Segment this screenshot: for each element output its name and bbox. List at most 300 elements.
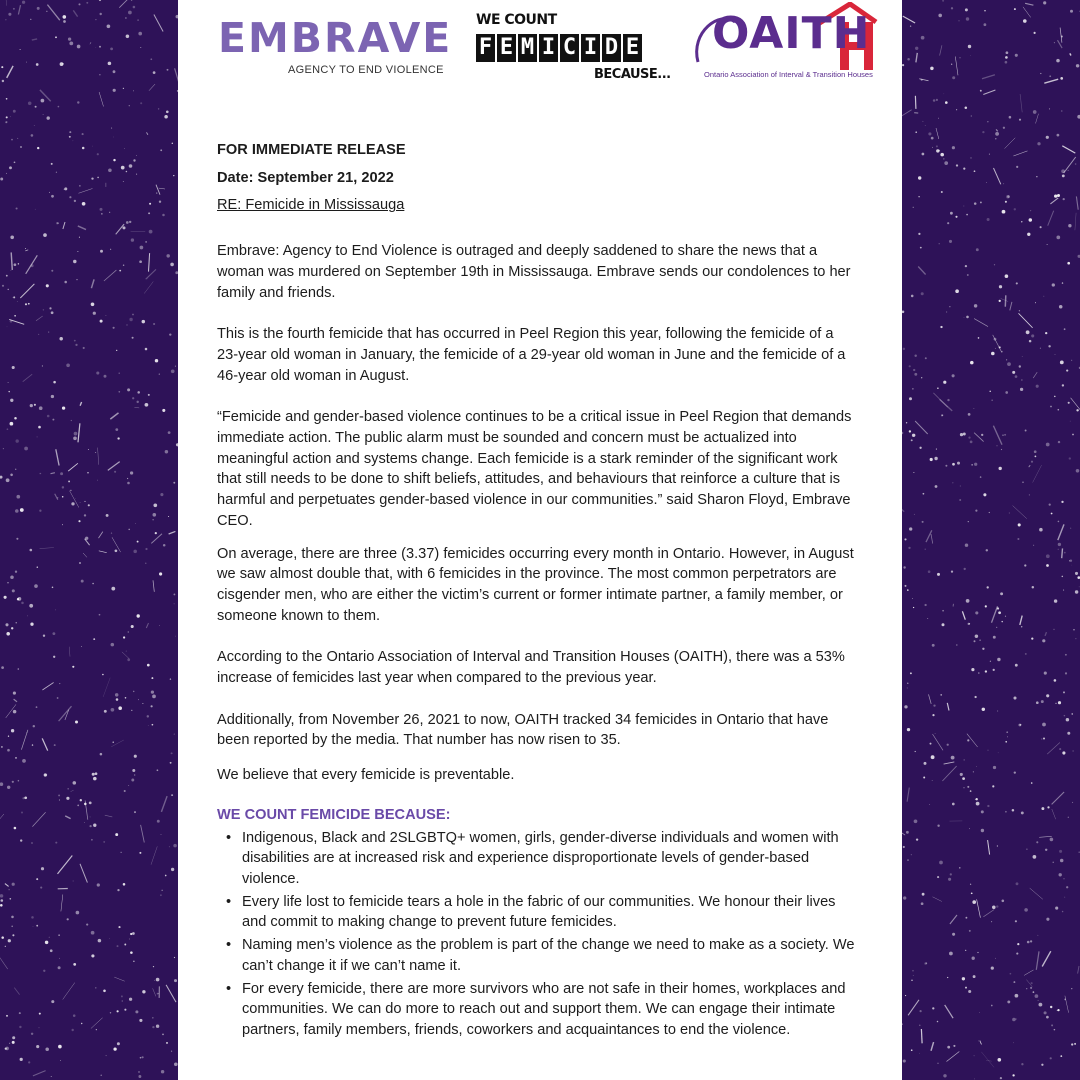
- texture-scratch: [1025, 3, 1033, 5]
- texture-speck: [992, 400, 993, 401]
- texture-speck: [996, 627, 997, 628]
- texture-speck: [952, 146, 955, 149]
- texture-speck: [914, 514, 915, 515]
- texture-scratch: [1023, 7, 1031, 18]
- texture-speck: [974, 304, 977, 307]
- texture-speck: [73, 140, 74, 141]
- texture-scratch: [68, 463, 78, 471]
- texture-speck: [39, 1013, 41, 1015]
- texture-speck: [912, 598, 913, 599]
- texture-speck: [83, 347, 85, 349]
- texture-speck: [159, 374, 160, 375]
- texture-speck: [950, 873, 952, 875]
- texture-speck: [73, 963, 76, 966]
- texture-speck: [935, 733, 936, 734]
- texture-speck: [8, 382, 9, 383]
- texture-speck: [113, 742, 114, 743]
- texture-speck: [982, 708, 985, 711]
- texture-speck: [909, 527, 912, 530]
- texture-speck: [1012, 1074, 1014, 1076]
- texture-speck: [1047, 244, 1048, 245]
- texture-speck: [993, 636, 996, 639]
- texture-speck: [1076, 409, 1078, 411]
- texture-speck: [138, 32, 142, 36]
- texture-speck: [1012, 809, 1015, 812]
- texture-speck: [96, 1029, 97, 1030]
- texture-speck: [130, 933, 132, 935]
- texture-speck: [73, 436, 77, 440]
- embrave-logo: [218, 14, 453, 76]
- texture-speck: [1058, 521, 1060, 523]
- texture-speck: [983, 493, 986, 496]
- texture-speck: [129, 998, 132, 1001]
- texture-speck: [1002, 900, 1005, 903]
- texture-scratch: [907, 788, 909, 802]
- grunge-texture-left: [0, 0, 178, 1080]
- texture-scratch: [950, 915, 957, 924]
- we-count-femicide-logo: [476, 12, 676, 82]
- texture-speck: [73, 781, 77, 785]
- texture-speck: [36, 63, 39, 66]
- texture-scratch: [105, 815, 113, 817]
- texture-speck: [117, 437, 119, 439]
- texture-speck: [73, 260, 76, 263]
- texture-speck: [1044, 1011, 1047, 1014]
- texture-speck: [38, 426, 41, 429]
- texture-speck: [1062, 384, 1064, 386]
- texture-speck: [972, 900, 976, 904]
- texture-scratch: [131, 231, 146, 232]
- texture-speck: [157, 820, 160, 823]
- texture-speck: [10, 422, 14, 426]
- texture-speck: [7, 786, 10, 789]
- femicide-letter-tile: M: [518, 34, 537, 62]
- texture-speck: [126, 171, 128, 173]
- texture-speck: [1065, 672, 1067, 674]
- texture-speck: [922, 893, 925, 896]
- texture-speck: [925, 125, 926, 126]
- texture-speck: [153, 513, 157, 517]
- texture-speck: [999, 300, 1001, 302]
- texture-speck: [1018, 523, 1021, 526]
- texture-speck: [921, 292, 924, 295]
- texture-speck: [973, 975, 976, 978]
- texture-scratch: [169, 531, 176, 534]
- texture-speck: [1003, 127, 1005, 129]
- texture-speck: [1055, 907, 1058, 910]
- texture-speck: [10, 575, 14, 579]
- texture-speck: [951, 570, 953, 572]
- texture-scratch: [1050, 198, 1058, 204]
- texture-speck: [51, 1076, 52, 1077]
- texture-speck: [911, 1049, 913, 1051]
- texture-speck: [1020, 724, 1022, 726]
- texture-speck: [949, 240, 952, 243]
- texture-speck: [1071, 988, 1072, 989]
- texture-speck: [78, 3, 80, 5]
- texture-speck: [75, 344, 77, 346]
- texture-speck: [89, 802, 92, 805]
- texture-scratch: [40, 548, 54, 549]
- texture-speck: [63, 20, 66, 23]
- texture-speck: [912, 388, 913, 389]
- texture-scratch: [166, 985, 176, 1002]
- texture-scratch: [26, 255, 38, 273]
- texture-speck: [69, 42, 73, 46]
- texture-speck: [997, 658, 1000, 661]
- texture-speck: [1049, 108, 1050, 109]
- texture-speck: [171, 752, 173, 754]
- texture-speck: [73, 881, 74, 882]
- texture-speck: [1064, 715, 1066, 717]
- texture-scratch: [69, 647, 70, 657]
- texture-speck: [976, 248, 979, 251]
- texture-speck: [980, 201, 982, 203]
- list-item: [217, 935, 857, 976]
- texture-speck: [30, 404, 33, 407]
- texture-speck: [86, 924, 88, 926]
- texture-speck: [991, 966, 994, 969]
- texture-scratch: [99, 532, 103, 539]
- texture-scratch: [1013, 506, 1027, 519]
- texture-scratch: [47, 5, 59, 21]
- texture-scratch: [983, 90, 995, 95]
- texture-speck: [1058, 701, 1061, 704]
- texture-speck: [58, 1045, 62, 1049]
- texture-speck: [129, 318, 132, 321]
- texture-speck: [37, 147, 39, 149]
- texture-speck: [1033, 855, 1037, 859]
- texture-speck: [1050, 838, 1054, 842]
- texture-scratch: [1058, 524, 1064, 540]
- texture-speck: [966, 316, 969, 319]
- texture-speck: [5, 623, 8, 626]
- texture-speck: [953, 1045, 955, 1047]
- texture-speck: [49, 307, 51, 309]
- texture-speck: [17, 138, 18, 139]
- bullet-icon: •: [226, 980, 232, 997]
- texture-speck: [974, 1055, 975, 1056]
- texture-speck: [19, 1026, 21, 1028]
- texture-speck: [152, 519, 153, 520]
- texture-speck: [68, 37, 71, 40]
- texture-scratch: [980, 1041, 982, 1045]
- texture-speck: [157, 769, 159, 771]
- texture-speck: [1051, 1024, 1053, 1026]
- texture-speck: [911, 854, 912, 855]
- texture-speck: [1016, 166, 1018, 168]
- texture-scratch: [146, 623, 148, 628]
- texture-speck: [51, 395, 54, 398]
- texture-speck: [1034, 32, 1036, 34]
- texture-speck: [115, 428, 118, 431]
- texture-speck: [9, 889, 10, 890]
- texture-speck: [909, 397, 912, 400]
- embrave-logo-tagline: AGENCY TO END VIOLENCE: [288, 64, 444, 76]
- texture-scratch: [1030, 888, 1043, 899]
- texture-speck: [1031, 334, 1034, 337]
- texture-speck: [1066, 370, 1068, 372]
- texture-speck: [39, 473, 41, 475]
- texture-speck: [997, 711, 998, 712]
- texture-speck: [16, 495, 20, 499]
- texture-speck: [1043, 296, 1044, 297]
- texture-scratch: [51, 473, 55, 474]
- texture-speck: [38, 334, 39, 335]
- oaith-logo-subtitle: Ontario Association of Interval & Transition Houses: [704, 70, 873, 79]
- texture-speck: [13, 110, 16, 113]
- texture-speck: [1, 66, 3, 68]
- texture-speck: [971, 116, 972, 117]
- texture-speck: [957, 462, 960, 465]
- texture-speck: [1001, 621, 1002, 622]
- texture-speck: [1006, 731, 1008, 733]
- texture-speck: [968, 990, 971, 993]
- texture-speck: [949, 952, 953, 956]
- texture-speck: [104, 375, 107, 378]
- texture-speck: [148, 212, 150, 214]
- texture-speck: [930, 458, 933, 461]
- texture-speck: [956, 164, 958, 166]
- texture-speck: [902, 64, 904, 66]
- texture-speck: [1013, 981, 1015, 983]
- texture-speck: [19, 1012, 21, 1014]
- texture-scratch: [1019, 313, 1033, 328]
- texture-scratch: [1001, 298, 1009, 301]
- texture-speck: [95, 19, 96, 20]
- texture-speck: [41, 867, 44, 870]
- texture-speck: [128, 785, 129, 786]
- texture-speck: [111, 708, 115, 712]
- texture-speck: [1067, 732, 1070, 735]
- texture-speck: [960, 433, 963, 436]
- texture-speck: [1032, 586, 1034, 588]
- texture-speck: [20, 1058, 23, 1061]
- texture-speck: [12, 934, 14, 936]
- texture-speck: [16, 622, 17, 623]
- texture-speck: [1056, 236, 1060, 240]
- texture-speck: [131, 779, 134, 782]
- texture-speck: [12, 1041, 15, 1044]
- texture-speck: [930, 743, 932, 745]
- texture-speck: [119, 373, 120, 374]
- texture-speck: [34, 404, 36, 406]
- texture-speck: [124, 944, 126, 946]
- oaith-logo-wordmark: OAITH: [712, 8, 871, 59]
- texture-speck: [20, 49, 21, 50]
- texture-speck: [965, 987, 967, 989]
- texture-speck: [152, 1026, 154, 1028]
- texture-speck: [86, 2, 88, 4]
- texture-speck: [995, 138, 996, 139]
- texture-speck: [34, 584, 38, 588]
- texture-speck: [139, 260, 142, 263]
- texture-speck: [999, 285, 1002, 288]
- texture-speck: [1075, 163, 1077, 165]
- texture-speck: [93, 638, 95, 640]
- texture-speck: [37, 566, 38, 567]
- texture-speck: [922, 121, 923, 122]
- texture-speck: [937, 573, 940, 576]
- texture-speck: [25, 303, 27, 305]
- texture-speck: [127, 658, 130, 661]
- texture-scratch: [114, 977, 124, 981]
- texture-speck: [1021, 379, 1022, 380]
- texture-speck: [64, 281, 67, 284]
- texture-speck: [940, 326, 942, 328]
- texture-speck: [1016, 953, 1018, 955]
- texture-speck: [1005, 616, 1006, 617]
- texture-speck: [43, 970, 45, 972]
- texture-speck: [981, 810, 984, 813]
- texture-speck: [138, 699, 139, 700]
- texture-speck: [14, 827, 17, 830]
- texture-speck: [13, 296, 15, 298]
- texture-speck: [58, 106, 60, 108]
- texture-speck: [11, 627, 13, 629]
- texture-scratch: [1076, 196, 1078, 209]
- texture-speck: [145, 403, 149, 407]
- texture-speck: [986, 549, 988, 551]
- texture-speck: [1075, 572, 1078, 575]
- texture-speck: [1004, 434, 1006, 436]
- texture-speck: [1055, 354, 1056, 355]
- texture-speck: [121, 166, 125, 170]
- texture-scratch: [993, 335, 1002, 353]
- texture-speck: [911, 439, 913, 441]
- texture-speck: [133, 961, 134, 962]
- texture-scratch: [1045, 632, 1047, 636]
- texture-speck: [1003, 183, 1004, 184]
- texture-scratch: [85, 800, 88, 819]
- texture-speck: [1015, 994, 1019, 998]
- femicide-letter-tile: I: [581, 34, 600, 62]
- texture-speck: [1029, 494, 1030, 495]
- texture-scratch: [42, 738, 48, 750]
- texture-speck: [944, 161, 948, 165]
- texture-speck: [161, 1070, 164, 1073]
- texture-speck: [947, 222, 949, 224]
- texture-speck: [117, 945, 119, 947]
- texture-speck: [129, 939, 130, 940]
- texture-speck: [6, 116, 8, 118]
- texture-speck: [1060, 1055, 1062, 1057]
- texture-speck: [995, 958, 996, 959]
- texture-speck: [1057, 134, 1060, 137]
- texture-speck: [58, 794, 60, 796]
- texture-speck: [1041, 738, 1042, 739]
- texture-speck: [151, 705, 153, 707]
- texture-speck: [5, 946, 6, 947]
- bullet-icon: •: [226, 829, 232, 846]
- texture-speck: [1015, 54, 1018, 57]
- texture-speck: [993, 669, 995, 671]
- texture-speck: [9, 898, 11, 900]
- texture-speck: [91, 839, 93, 841]
- texture-speck: [904, 538, 906, 540]
- grunge-texture-right: [902, 0, 1080, 1080]
- texture-speck: [117, 1042, 120, 1045]
- texture-speck: [13, 692, 16, 695]
- texture-speck: [113, 1047, 116, 1050]
- texture-speck: [972, 957, 975, 960]
- texture-speck: [985, 605, 987, 607]
- texture-speck: [43, 114, 44, 115]
- texture-speck: [150, 58, 152, 60]
- texture-speck: [10, 116, 11, 117]
- texture-speck: [962, 777, 965, 780]
- femicide-letter-tile: D: [602, 34, 621, 62]
- texture-speck: [18, 780, 20, 782]
- texture-scratch: [994, 168, 1001, 184]
- texture-speck: [1005, 811, 1007, 813]
- texture-scratch: [945, 1005, 953, 1018]
- texture-speck: [51, 311, 54, 314]
- texture-speck: [70, 490, 71, 491]
- texture-speck: [945, 465, 947, 467]
- texture-speck: [132, 397, 134, 399]
- texture-speck: [123, 883, 126, 886]
- texture-speck: [91, 302, 95, 306]
- texture-scratch: [104, 270, 117, 281]
- texture-speck: [159, 572, 162, 575]
- texture-speck: [156, 192, 157, 193]
- texture-speck: [1068, 817, 1069, 818]
- texture-scratch: [1062, 548, 1063, 558]
- texture-speck: [1002, 435, 1003, 436]
- texture-speck: [940, 153, 944, 157]
- texture-speck: [962, 977, 965, 980]
- texture-speck: [1036, 385, 1039, 388]
- texture-speck: [170, 678, 171, 679]
- texture-speck: [15, 469, 16, 470]
- texture-speck: [937, 825, 939, 827]
- texture-speck: [118, 391, 120, 393]
- texture-speck: [1042, 639, 1045, 642]
- texture-speck: [174, 733, 175, 734]
- texture-speck: [160, 894, 162, 896]
- texture-speck: [1049, 504, 1051, 506]
- texture-scratch: [988, 840, 990, 855]
- texture-speck: [11, 916, 14, 919]
- texture-speck: [964, 317, 965, 318]
- texture-scratch: [1029, 465, 1031, 467]
- texture-speck: [943, 93, 944, 94]
- texture-scratch: [149, 84, 155, 91]
- we-count-logo-bottom: BECAUSE...: [594, 67, 671, 82]
- texture-speck: [91, 931, 95, 935]
- list-item-text: Every life lost to femicide tears a hole in the fabric of our communities. We honour their lives and commit to making change to prevent future femicides.: [242, 893, 836, 931]
- texture-speck: [903, 1059, 906, 1062]
- texture-speck: [36, 925, 38, 927]
- texture-speck: [118, 926, 120, 928]
- texture-speck: [1068, 224, 1071, 227]
- texture-speck: [1076, 64, 1079, 67]
- texture-speck: [976, 802, 980, 806]
- texture-speck: [902, 311, 904, 314]
- texture-speck: [1053, 629, 1054, 630]
- texture-speck: [902, 1024, 903, 1025]
- texture-speck: [132, 932, 135, 935]
- texture-speck: [1042, 723, 1046, 727]
- texture-speck: [55, 610, 56, 611]
- texture-speck: [41, 99, 45, 103]
- texture-speck: [1056, 59, 1060, 63]
- texture-speck: [77, 101, 79, 103]
- texture-scratch: [983, 910, 994, 917]
- paragraph-6: Additionally, from November 26, 2021 to now, OAITH tracked 34 femicides in Ontario that have been reported by the media. That number has now risen to 35.: [217, 711, 829, 749]
- texture-speck: [16, 538, 18, 540]
